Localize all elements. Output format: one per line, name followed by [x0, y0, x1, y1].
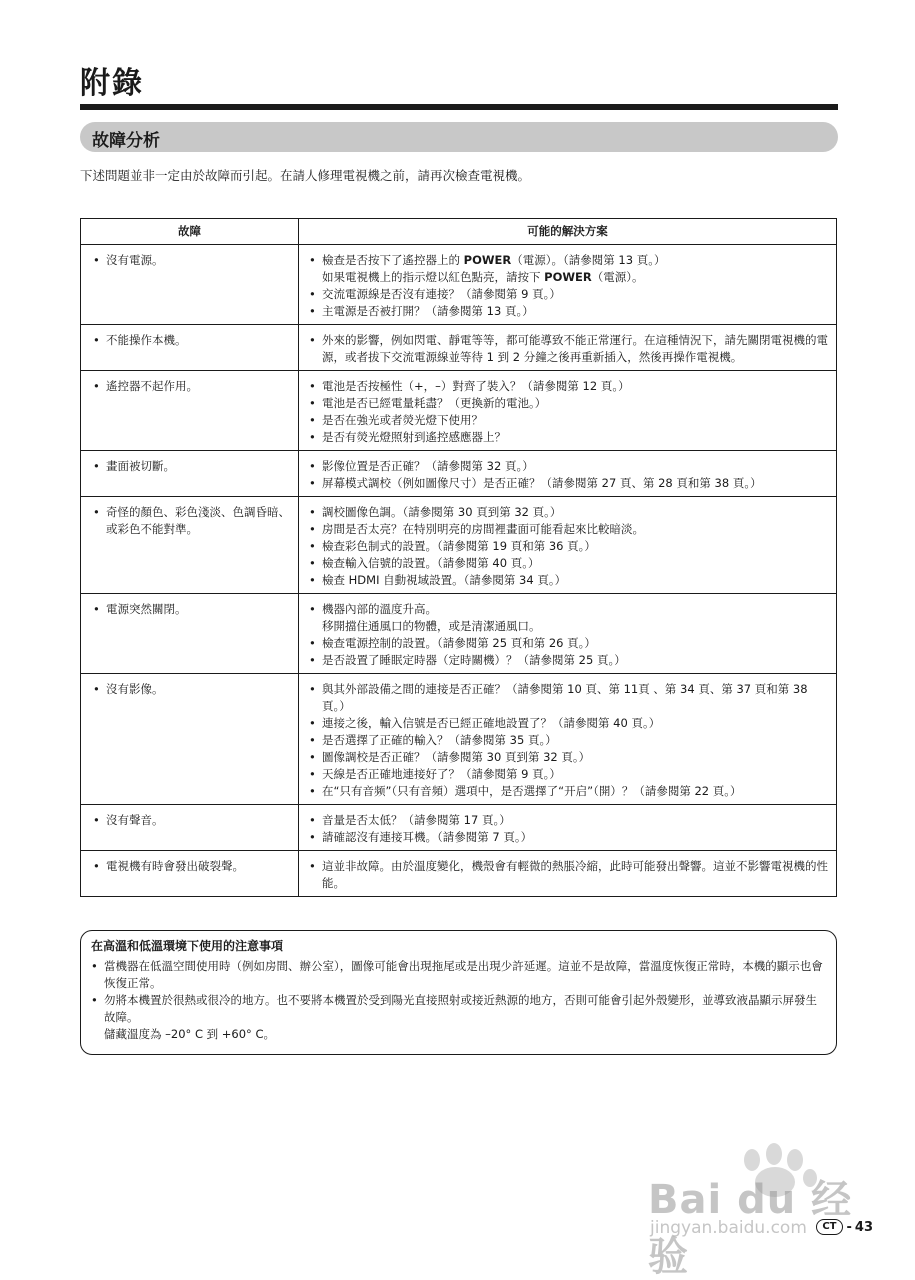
- bullet-icon: •: [309, 767, 316, 781]
- bullet-icon: •: [93, 333, 100, 347]
- solution-cell: [299, 245, 837, 325]
- solution-item: [309, 538, 828, 555]
- table-row: [81, 325, 837, 371]
- problem-cell: [81, 497, 299, 594]
- solution-text: [322, 303, 828, 320]
- solution-item: [309, 378, 828, 395]
- problem-item: [93, 601, 290, 618]
- problem-cell: [81, 594, 299, 674]
- solution-text: [322, 286, 828, 303]
- solution-text: [322, 475, 828, 492]
- solution-cell: [299, 371, 837, 451]
- section-header: [80, 122, 838, 152]
- solution-text-part: 連接之後，輸入信號是否已經正確地設置了？（請參閱第 40 頁。）: [322, 716, 661, 730]
- bullet-icon: •: [309, 556, 316, 570]
- solution-text-part: 交流電源線是否沒有連接？（請參閱第 9 頁。）: [322, 287, 561, 301]
- solution-text: [322, 458, 828, 475]
- solution-text: [322, 601, 828, 618]
- solution-text: [322, 332, 828, 366]
- note-text: 當機器在低溫空間使用時（例如房間、辦公室），圖像可能會出現拖尾或是出現少許延遲。這並不是故障，當溫度恢復正常時，本機的顯示也會恢復正常。: [104, 959, 823, 990]
- solution-item: [309, 601, 828, 618]
- problem-cell: [81, 371, 299, 451]
- bullet-icon: •: [309, 636, 316, 650]
- solution-cell: [299, 451, 837, 497]
- section-title: 故障分析: [92, 131, 160, 151]
- solution-continuation: [309, 269, 828, 286]
- problem-item: [93, 812, 290, 829]
- problem-text: 沒有聲音。: [106, 813, 164, 827]
- problem-cell: [81, 325, 299, 371]
- problem-item: [93, 378, 290, 395]
- bullet-icon: •: [309, 430, 316, 444]
- solution-text: [322, 252, 828, 269]
- table-row: [81, 497, 837, 594]
- solution-item: [309, 652, 828, 669]
- bullet-icon: •: [309, 379, 316, 393]
- note-continuation: 儲藏溫度為 –20° C 到 +60° C。: [104, 1027, 275, 1041]
- notes-box: [80, 930, 837, 1055]
- bullet-icon: •: [93, 253, 100, 267]
- problem-cell: [81, 851, 299, 897]
- solution-item: [309, 475, 828, 492]
- solution-text-part: （電源）。: [591, 270, 644, 284]
- solution-cell: [299, 594, 837, 674]
- solution-item: [309, 303, 828, 320]
- solution-item: [309, 252, 828, 269]
- solution-item: [309, 332, 828, 366]
- solution-text-part: 在“只有音频”（只有音頻）選項中，是否選擇了“开启”（開）？（請參閱第 22 頁。）: [322, 784, 742, 798]
- bullet-icon: •: [309, 682, 316, 696]
- bold-key-label: POWER: [544, 270, 592, 284]
- header-solution: 可能的解決方案: [299, 219, 837, 245]
- bullet-icon: •: [309, 733, 316, 747]
- table-header-row: [81, 219, 837, 245]
- solution-item: [309, 858, 828, 892]
- bullet-icon: •: [309, 573, 316, 587]
- problem-text: 遙控器不起作用。: [106, 379, 198, 393]
- bullet-icon: •: [309, 784, 316, 798]
- solution-item: [309, 429, 828, 446]
- solution-item: [309, 504, 828, 521]
- solution-text-part: 如果電視機上的指示燈以紅色點亮，請按下: [322, 270, 545, 284]
- solution-item: [309, 766, 828, 783]
- problem-text: 電視機有時會發出破裂聲。: [106, 859, 244, 873]
- page-dash: -: [846, 1219, 852, 1235]
- note-item: [91, 992, 826, 1026]
- bullet-icon: •: [309, 333, 316, 347]
- solution-text-part: 調校圖像色調。（請參閱第 30 頁到第 32 頁。）: [322, 505, 562, 519]
- problem-text: 沒有電源。: [106, 253, 164, 267]
- problem-item: [93, 332, 290, 349]
- solution-text: [322, 521, 828, 538]
- table-body: [81, 245, 837, 897]
- solution-text: [322, 504, 828, 521]
- solution-text: [322, 766, 828, 783]
- solution-text-part: 音量是否太低？（請參閱第 17 頁。）: [322, 813, 511, 827]
- solution-cell: [299, 851, 837, 897]
- solution-item: [309, 732, 828, 749]
- bullet-icon: •: [93, 379, 100, 393]
- solution-item: [309, 555, 828, 572]
- problem-item: [93, 681, 290, 698]
- solution-text: [322, 715, 828, 732]
- solution-item: [309, 829, 828, 846]
- solution-text: [322, 783, 828, 800]
- solution-cell: [299, 497, 837, 594]
- solution-text: [322, 749, 828, 766]
- problem-text: 畫面被切斷。: [106, 459, 175, 473]
- solution-text: [322, 378, 828, 395]
- bullet-icon: •: [309, 459, 316, 473]
- bullet-icon: •: [309, 253, 316, 267]
- bullet-icon: •: [309, 830, 316, 844]
- bullet-icon: •: [309, 750, 316, 764]
- solution-item: [309, 458, 828, 475]
- page-title: 附錄: [80, 66, 144, 101]
- solution-text-part: 外來的影響，例如閃電、靜電等等，都可能導致不能正常運行。在這種情況下，請先關閉電視機的電源，或者拔下交流電源線並等待 1 到 2 分鐘之後再重新插入，然後再操作電視機。: [322, 333, 828, 364]
- solution-text: [322, 635, 828, 652]
- solution-text: [322, 412, 828, 429]
- solution-text-part: 檢查輸入信號的設置。（請參閱第 40 頁。）: [322, 556, 540, 570]
- solution-text-part: （電源）。（請參閱第 13 頁。）: [511, 253, 666, 267]
- bullet-icon: •: [93, 813, 100, 827]
- ct-badge: CT: [816, 1219, 842, 1235]
- bullet-icon: •: [93, 682, 100, 696]
- problem-cell: [81, 451, 299, 497]
- solution-item: [309, 715, 828, 732]
- watermark-url: jingyan.baidu.com: [650, 1218, 807, 1238]
- bullet-icon: •: [309, 505, 316, 519]
- solution-cell: [299, 674, 837, 805]
- intro-text: 下述問題並非一定由於故障而引起。在請人修理電視機之前，請再次檢查電視機。: [80, 168, 531, 183]
- notes-title: 在高溫和低溫環境下使用的注意事項: [91, 939, 284, 953]
- table-row: [81, 594, 837, 674]
- solution-text-part: 檢查彩色制式的設置。（請參閱第 19 頁和第 36 頁。）: [322, 539, 596, 553]
- problem-item: [93, 858, 290, 875]
- problem-item: [93, 458, 290, 475]
- table-row: [81, 851, 837, 897]
- table-row: [81, 245, 837, 325]
- solution-text: [322, 732, 828, 749]
- solution-item: [309, 681, 828, 715]
- solution-text-part: 電池是否已經電量耗盡？（更換新的電池。）: [322, 396, 547, 410]
- solution-text: [322, 429, 828, 446]
- problem-cell: [81, 245, 299, 325]
- solution-text: [322, 572, 828, 589]
- solution-text-part: 影像位置是否正確？（請參閱第 32 頁。）: [322, 459, 534, 473]
- solution-text: [322, 652, 828, 669]
- bullet-icon: •: [309, 859, 316, 873]
- solution-item: [309, 412, 828, 429]
- solution-text: [322, 555, 828, 572]
- solution-continuation: [309, 618, 828, 635]
- solution-item: [309, 286, 828, 303]
- watermark-main: Bai du 经验: [648, 1177, 853, 1280]
- table-row: [81, 805, 837, 851]
- bold-key-label: POWER: [463, 253, 512, 267]
- bullet-icon: •: [93, 505, 100, 519]
- bullet-icon: •: [309, 602, 316, 616]
- bullet-icon: •: [309, 476, 316, 490]
- table-row: [81, 371, 837, 451]
- solution-text-part: 這並非故障。由於溫度變化，機殼會有輕微的熱脹冷縮，此時可能發出聲響。這並不影響電視機的性能。: [322, 859, 828, 890]
- problem-text: 沒有影像。: [106, 682, 164, 696]
- bullet-icon: •: [93, 459, 100, 473]
- bullet-icon: •: [309, 304, 316, 318]
- bullet-icon: •: [91, 959, 98, 973]
- bullet-icon: •: [93, 859, 100, 873]
- problem-item: [93, 252, 290, 269]
- problem-text: 電源突然關閉。: [106, 602, 187, 616]
- page-number: [816, 1219, 873, 1235]
- solution-cell: [299, 805, 837, 851]
- solution-text-part: 是否選擇了正確的輸入？（請參閱第 35 頁。）: [322, 733, 557, 747]
- solution-text-part: 主電源是否被打開？（請參閱第 13 頁。）: [322, 304, 534, 318]
- solution-item: [309, 749, 828, 766]
- solution-text-part: 請確認沒有連接耳機。（請參閱第 7 頁。）: [322, 830, 533, 844]
- solution-text: [322, 681, 828, 715]
- solution-text-part: 電池是否按極性（+，–）對齊了裝入？（請參閱第 12 頁。）: [322, 379, 630, 393]
- note-text: 勿將本機置於很熱或很冷的地方。也不要將本機置於受到陽光直接照射或接近熱源的地方，否則可能會引起外殼變形，並導致液晶顯示屏發生故障。: [104, 993, 817, 1024]
- page-number-value: 43: [854, 1219, 873, 1235]
- bullet-icon: •: [309, 413, 316, 427]
- solution-text-part: 房間是否太亮？在特別明亮的房間裡畫面可能看起來比較暗淡。: [322, 522, 644, 536]
- solution-text-part: 是否在強光或者熒光燈下使用？: [322, 413, 483, 427]
- solution-text: [322, 858, 828, 892]
- solution-text-part: 屏幕模式調校（例如圖像尺寸）是否正確？（請參閱第 27 頁、第 28 頁和第 38 頁。）: [322, 476, 762, 490]
- solution-cell: [299, 325, 837, 371]
- notes-list: [91, 958, 826, 1043]
- solution-text-part: 圖像調校是否正確？（請參閱第 30 頁到第 32 頁。）: [322, 750, 591, 764]
- bullet-icon: •: [309, 522, 316, 536]
- bullet-icon: •: [309, 539, 316, 553]
- troubleshooting-table: [80, 218, 837, 897]
- header-problem: 故障: [81, 219, 299, 245]
- solution-text-part: 機器內部的溫度升高。: [322, 602, 437, 616]
- title-rule: [80, 104, 838, 110]
- solution-text-part: 是否設置了睡眠定時器（定時關機）？（請參閱第 25 頁。）: [322, 653, 626, 667]
- solution-text-part: 檢查 HDMI 自動視域設置。（請參閱第 34 頁。）: [322, 573, 567, 587]
- bullet-icon: •: [91, 993, 98, 1007]
- solution-item: [309, 521, 828, 538]
- solution-text-part: 檢查是否按下了遙控器上的: [322, 253, 464, 267]
- problem-cell: [81, 674, 299, 805]
- bullet-icon: •: [309, 287, 316, 301]
- bullet-icon: •: [93, 602, 100, 616]
- note-item: [91, 958, 826, 992]
- problem-item: [93, 504, 290, 538]
- solution-item: [309, 783, 828, 800]
- bullet-icon: •: [309, 813, 316, 827]
- solution-text: [322, 829, 828, 846]
- table-row: [81, 451, 837, 497]
- solution-item: [309, 395, 828, 412]
- solution-text: [322, 538, 828, 555]
- solution-text-part: 是否有熒光燈照射到遙控感應器上？: [322, 430, 506, 444]
- solution-text: [322, 395, 828, 412]
- solution-item: [309, 812, 828, 829]
- solution-text-part: 天線是否正確地連接好了？（請參閱第 9 頁。）: [322, 767, 561, 781]
- solution-text-part: 與其外部設備之間的連接是否正確？（請參閱第 10 頁、第 11頁 、第 34 頁、第 37 頁和第 38 頁。）: [322, 682, 808, 713]
- solution-text-part: 檢查電源控制的設置。（請參閱第 25 頁和第 26 頁。）: [322, 636, 596, 650]
- bullet-icon: •: [309, 716, 316, 730]
- solution-text: [322, 812, 828, 829]
- bullet-icon: •: [309, 396, 316, 410]
- solution-item: [309, 572, 828, 589]
- table-row: [81, 674, 837, 805]
- problem-text: 奇怪的顏色、彩色淺淡、色調昏暗、或彩色不能對準。: [106, 505, 290, 536]
- solution-item: [309, 635, 828, 652]
- solution-text-part: 移開擋住通風口的物體，或是清潔通風口。: [322, 619, 541, 633]
- bullet-icon: •: [309, 653, 316, 667]
- problem-text: 不能操作本機。: [106, 333, 187, 347]
- problem-cell: [81, 805, 299, 851]
